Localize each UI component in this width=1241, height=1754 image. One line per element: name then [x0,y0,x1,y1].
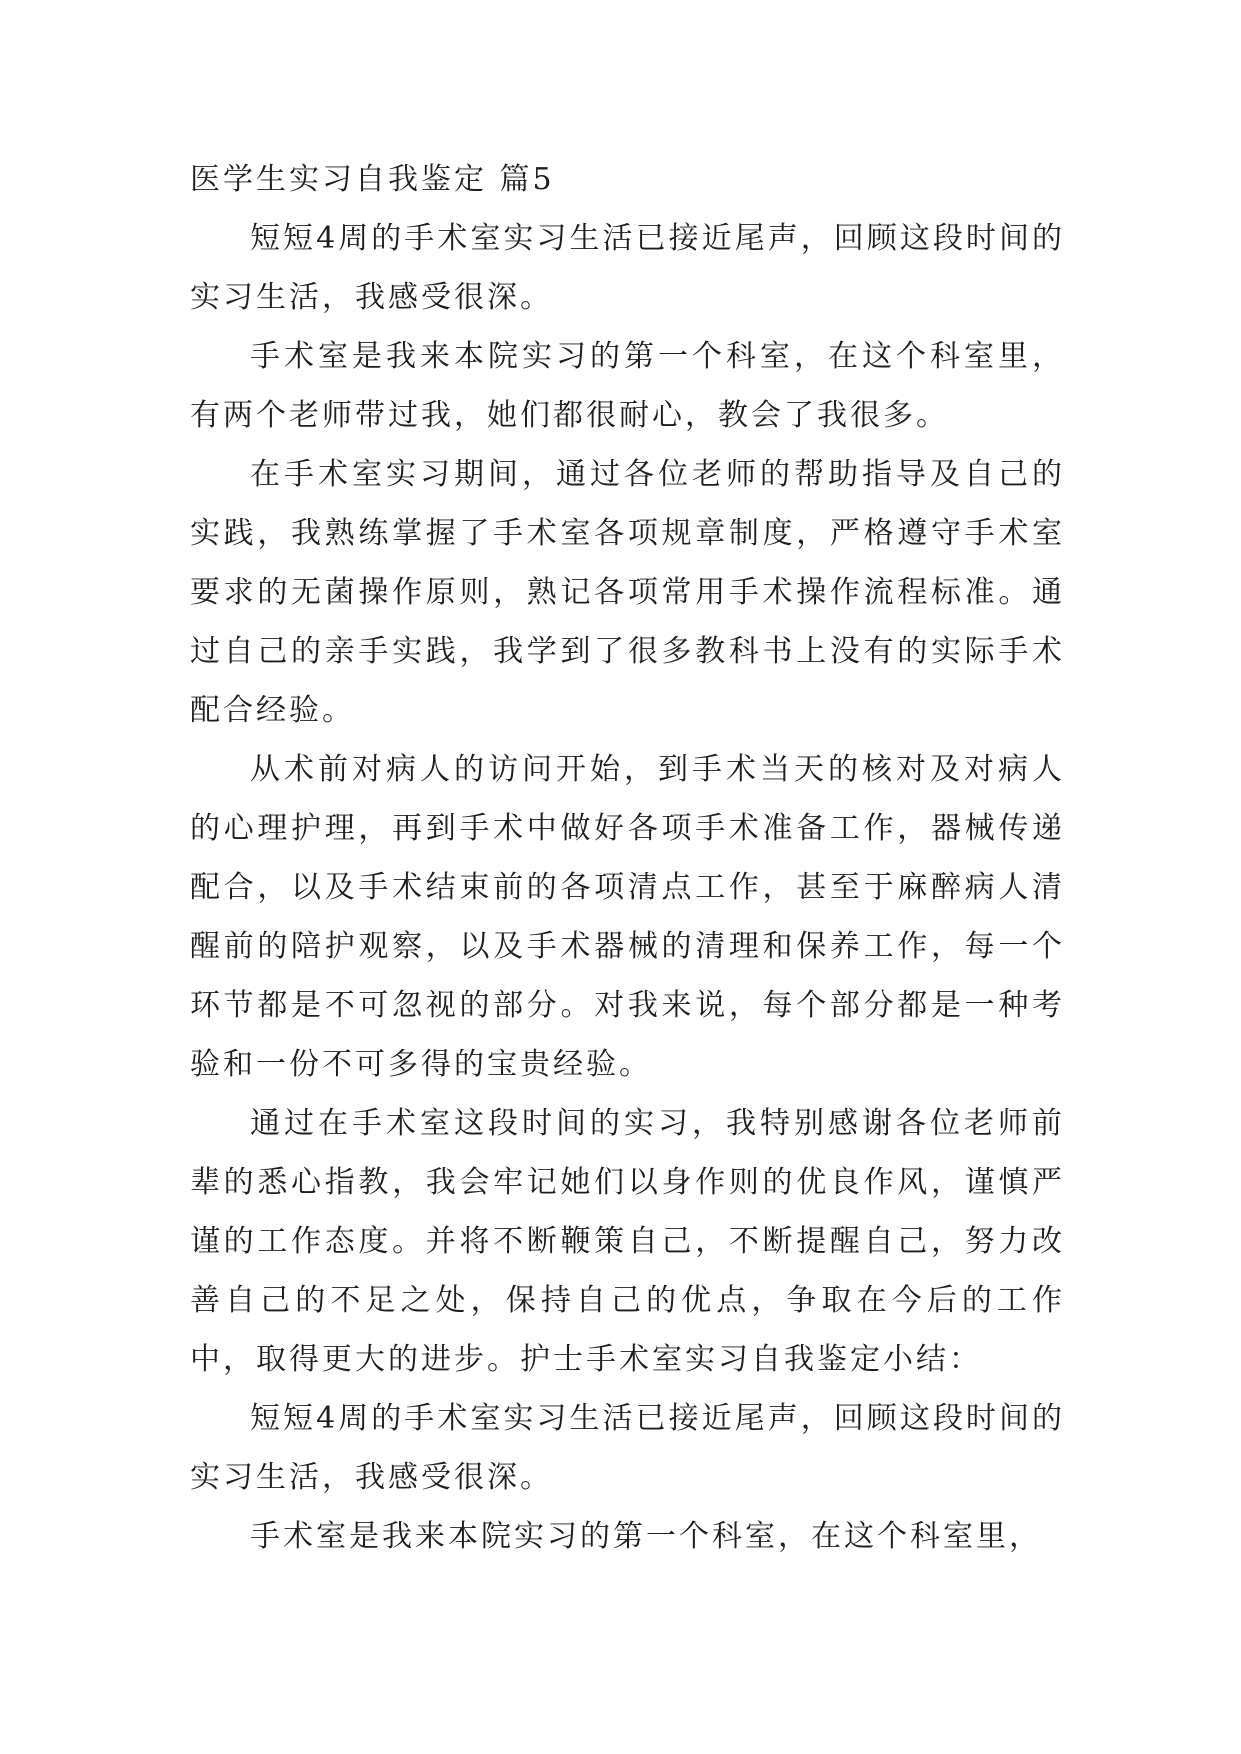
paragraph-6: 短短4周的手术室实习生活已接近尾声，回顾这段时间的实习生活，我感受很深。 [190,1401,1065,1495]
paragraph-5: 通过在手术室这段时间的实习，我特别感谢各位老师前辈的悉心指教，我会牢记她们以身作则的优良作风，谨慎严谨的工作态度。并将不断鞭策自己，不断提醒自己，努力改善自己的不足之处，保持自己的优点，争取在今后的工作中，取得更大的进步。护士手术室实习自我鉴定小结： [190,1106,1065,1377]
paragraph-1: 短短4周的手术室实习生活已接近尾声，回顾这段时间的实习生活，我感受很深。 [190,221,1065,315]
paragraph-7: 手术室是我来本院实习的第一个科室，在这个科室里， [250,1519,1042,1554]
paragraph-2: 手术室是我来本院实习的第一个科室，在这个科室里，有两个老师带过我，她们都很耐心，教会了我很多。 [190,339,1065,433]
paragraph-3: 在手术室实习期间，通过各位老师的帮助指导及自己的实践，我熟练掌握了手术室各项规章制度，严格遵守手术室要求的无菌操作原则，熟记各项常用手术操作流程标准。通过自己的亲手实践，我学到了很多教科书上没有的实际手术配合经验。 [190,457,1065,728]
document-body [190,150,1065,1566]
document-title: 医学生实习自我鉴定 篇5 [190,162,555,197]
paragraph-4: 从术前对病人的访问开始，到手术当天的核对及对病人的心理护理，再到手术中做好各项手术准备工作，器械传递配合，以及手术结束前的各项清点工作，甚至于麻醉病人清醒前的陪护观察，以及手术器械的清理和保养工作，每一个环节都是不可忽视的部分。对我来说，每个部分都是一种考验和一份不可多得的宝贵经验。 [190,752,1065,1082]
